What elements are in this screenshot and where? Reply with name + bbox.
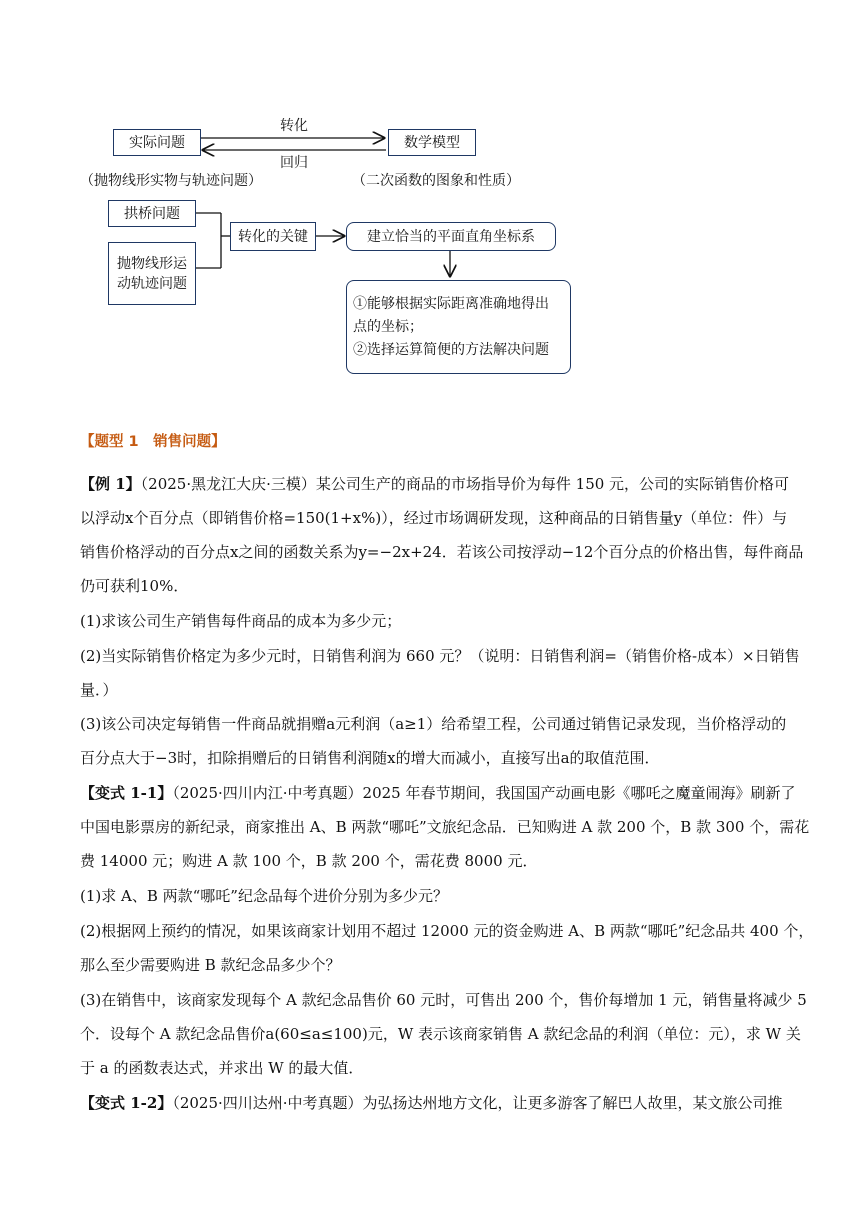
key-label: 转化的关键 (238, 228, 308, 245)
example1-q2-line2: 量．） (80, 681, 118, 699)
variant1-q3-line3: 于 a 的函数表达式，并求出 W 的最大值． (80, 1059, 364, 1077)
motion-problem-box (108, 242, 196, 305)
transform-label: 转化 (280, 118, 308, 134)
coordinate-label: 建立恰当的平面直角坐标系 (367, 228, 535, 245)
example1-q3-line2: 百分点大于−3时，扣除捐赠后的日销售利润随x的增大而减小，直接写出a的取值范围． (80, 749, 660, 767)
motion-problem-label-2: 动轨迹问题 (117, 275, 187, 292)
example1-q3-line1: (3)该公司决定每销售一件商品就捐赠a元利润（a≥1）给希望工程，公司通过销售记录发现，当价格浮动的 (80, 715, 787, 733)
variant1-q2-line2: 那么至少需要购进 B 款纪念品多少个？ (80, 956, 341, 974)
variant2-line1 (80, 1092, 800, 1113)
concept-diagram (0, 0, 868, 400)
tip2-line: ②选择运算简便的方法解决问题 (353, 341, 549, 358)
example1-line3: 销售价格浮动的百分点x之间的函数关系为y=−2x+24．若该公司按浮动−12个百分点的价格出售，每件商品 (80, 543, 804, 561)
variant1-q1: (1)求 A、B 两款“哪吒”纪念品每个进价分别为多少元？ (80, 887, 448, 905)
section-heading: 【题型 1 销售问题】 (80, 434, 226, 450)
variant1-line3: 费 14000 元；购进 A 款 100 个，B 款 200 个，需花费 8000 元． (80, 852, 538, 870)
real-problem-label: 实际问题 (129, 134, 185, 151)
coordinate-box (346, 222, 556, 251)
variant1-q3-line1: (3)在销售中，该商家发现每个 A 款纪念品售价 60 元时，可售出 200 个，售价每增加 1 元，销售量将减少 5 (80, 991, 807, 1009)
real-problem-box (113, 129, 201, 156)
math-model-box (388, 129, 476, 156)
example1-q2-line1: (2)当实际销售价格定为多少元时，日销售利润为 660 元？（说明：日销售利润=（销售价格-成本）×日销售 (80, 647, 800, 665)
variant1-text1: （2025·四川内江·中考真题）2025 年春节期间，我国国产动画电影《哪吒之魔童闹海》刷新了 (172, 784, 796, 802)
example1-line2: 以浮动x个百分点（即销售价格=150(1+x%)），经过市场调研发现，这种商品的日销售量y（单位：件）与 (80, 509, 788, 527)
motion-problem-label-1: 抛物线形运 (117, 255, 187, 272)
bridge-problem-label: 拱桥问题 (124, 205, 180, 222)
variant1-tag: 【变式 1-1】 (80, 784, 173, 802)
model-desc-label: （二次函数的图象和性质） (352, 173, 520, 189)
example1-line4: 仍可获利10%． (80, 577, 189, 595)
variant1-q2-line1: (2)根据网上预约的情况，如果该商家计划用不超过 12000 元的资金购进 A、B 两款“哪吒”纪念品共 400 个， (80, 922, 814, 940)
tip1-line2: 点的坐标； (353, 318, 423, 335)
variant2-tag: 【变式 1-2】 (80, 1094, 173, 1112)
bridge-problem-box (108, 200, 196, 227)
example1-q1: (1)求该公司生产销售每件商品的成本为多少元； (80, 612, 402, 630)
real-examples-label: （抛物线形实物与轨迹问题） (80, 173, 262, 189)
tip1-line1: ①能够根据实际距离准确地得出 (353, 295, 549, 312)
math-model-label: 数学模型 (404, 134, 460, 151)
tips-box (346, 280, 571, 374)
variant1-line1 (80, 782, 800, 803)
return-label: 回归 (280, 155, 308, 171)
example1-line1 (80, 473, 800, 494)
variant1-q3-line2: 个．设每个 A 款纪念品售价a(60≤a≤100)元，W 表示该商家销售 A 款纪念品的利润（单位：元），求 W 关 (80, 1025, 801, 1043)
variant2-text1: （2025·四川达州·中考真题）为弘扬达州地方文化，让更多游客了解巴人故里，某文旅公司推 (172, 1094, 783, 1112)
example1-tag: 【例 1】 (80, 475, 141, 493)
key-box (230, 222, 316, 251)
example1-text1: （2025·黑龙江大庆·三模）某公司生产的商品的市场指导价为每件 150 元，公司的实际销售价格可 (140, 475, 790, 493)
variant1-line2: 中国电影票房的新纪录，商家推出 A、B 两款“哪吒”文旅纪念品．已知购进 A 款 200 个，B 款 300 个，需花 (80, 818, 810, 836)
